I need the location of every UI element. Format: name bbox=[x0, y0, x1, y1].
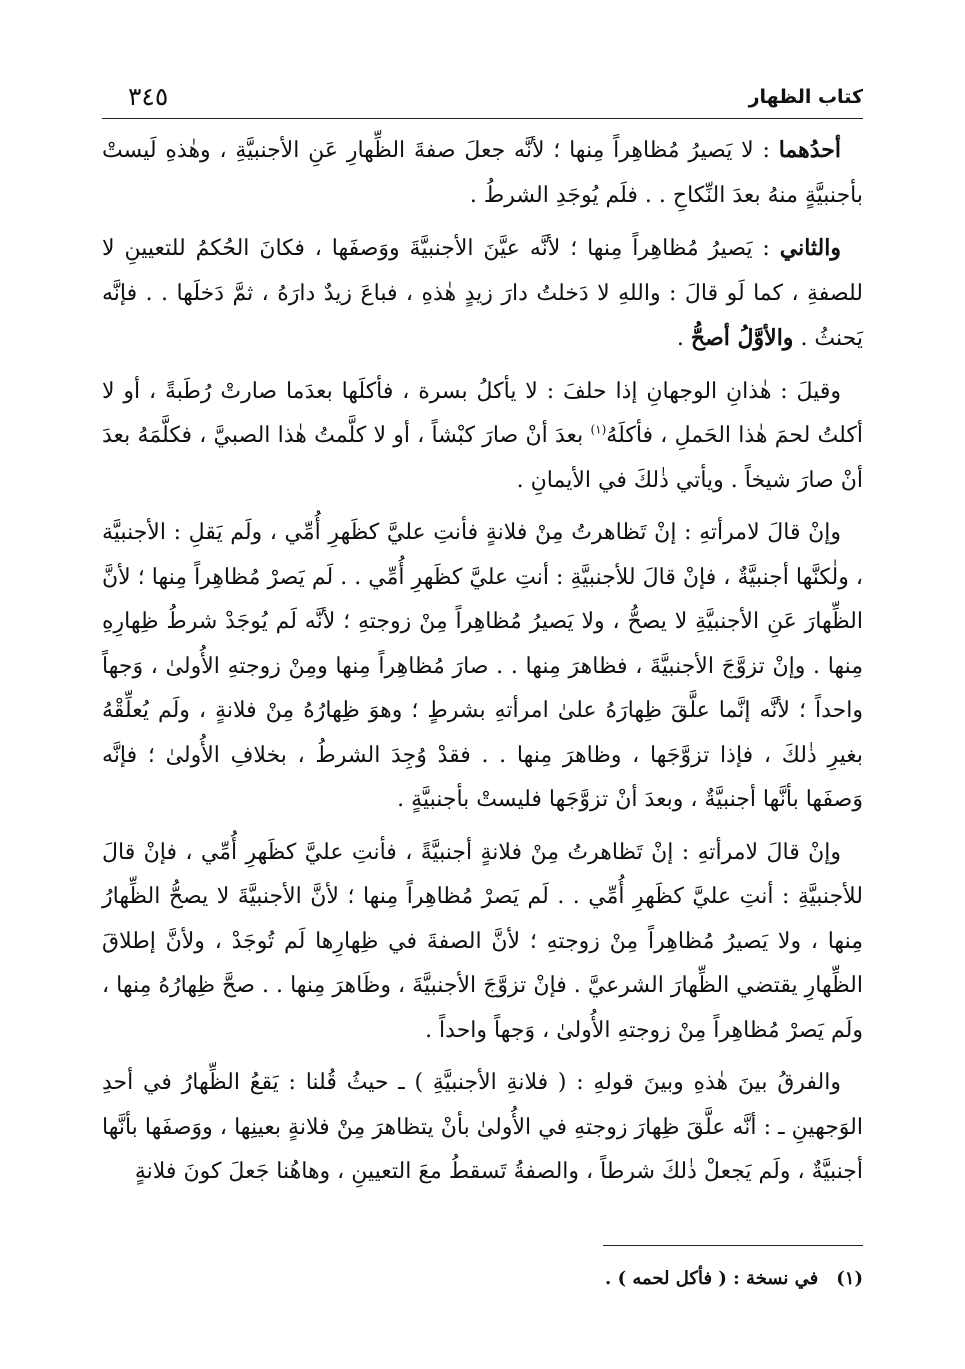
footnote bbox=[102, 1264, 863, 1294]
paragraph-described-foreigner bbox=[102, 831, 863, 1054]
paragraph-text: وقيلَ : هٰذانِ الوجهانِ إذا حلفَ : لا يأكلُ بسرة ، فأكلَها بعدَما صارتْ رُطَبةً ، أو لا أكلتُ لحمَ هٰذا الحَملِ ، فأكلَهُ bbox=[102, 378, 864, 448]
running-header bbox=[102, 78, 863, 119]
paragraph-conditional-zihar bbox=[102, 511, 863, 823]
chapter-title: كتاب الظهار bbox=[748, 86, 863, 108]
paragraph-text: : لا يَصيرُ مُظاهِراً مِنها ؛ لأنَّه جعلَ صفةَ الظِّهارِ عَنِ الأجنبيَّةِ ، وهٰذهِ لَيستْ بأجنبيَّةٍ منهُ بعدَ النِّكاحِ . . فلَم يُوجَدِ الشرطُ . bbox=[102, 138, 863, 208]
footnote-divider bbox=[603, 1245, 863, 1246]
paragraph-text: بعدَ أنْ صارَ كبْشاً ، أو لا كلَّمتُ هٰذا الصبيَّ ، فكلَّمَهُ بعدَ أنْ صارَ شيخاً . ويأتي ذٰلكَ في الأيمانِ . bbox=[102, 423, 863, 493]
paragraph-text: : يَصيرُ مُظاهِراً مِنها ؛ لأنَّه عيَّنَ الأجنبيَّةَ ووَصفَها ، فكانَ الحُكمُ للتعيينِ لا للصفةِ ، كما لَو قالَ : واللهِ لا دَخلتُ دارَ زيدٍ هٰذهِ ، فباعَ زيدٌ دارَهُ ، ثمَّ دَخلَها . . فإنَّه يَحنثُ . bbox=[102, 236, 863, 351]
paragraph-text: وإنْ قالَ لامرأتهِ : إنْ تَظاهرتُ مِنْ فلانةٍ أجنبيَّةً ، فأنتِ عليَّ كظَهرِ أُمِّي ، فإنْ قالَ للأجنبيَّةِ : أنتِ عليَّ كظَهرِ أُمِّي . . لَم يَصرْ مُظاهِراً مِنها ؛ لأنَّ الأجنبيَّةَ لا يصحُّ الظِّهارُ مِنها ، ولا يَصيرُ مُظاهِراً مِنْ زوجتهِ ؛ لأنَّ الصفةَ في ظِهارِها لَم تُوجَدْ ، ولأنَّ إطلاقَ الظِّهارِ يقتضي الظِّهارَ الشرعيَّ . فإنْ تزوَّجَ الأجنبيَّةَ ، وظَاهرَ مِنها . . صحَّ ظِهارُهُ مِنها ، ولَم يَصرْ مُظاهِراً مِنْ زوجتهِ الأُولىٰ ، وَجهاً واحداً . bbox=[102, 839, 863, 1043]
paragraph-first-opinion bbox=[102, 128, 863, 218]
paragraph-lead: والثاني bbox=[779, 235, 841, 261]
preferred-opinion: والأوَّلُ أصحُّ bbox=[690, 325, 794, 351]
footnote-text: في نسخة : ( فأكل لحمه ) . bbox=[605, 1268, 819, 1289]
paragraph-oath-examples bbox=[102, 370, 863, 504]
paragraph-text: وإنْ قالَ لامرأتهِ : إنْ تَظاهرتُ مِنْ فلانةٍ فأنتِ عليَّ كظَهرِ أُمِّي ، ولَم يَقلِ : الأجنبيَّة ، ولٰكنَّها أجنبيَّةٌ ، فإنْ قالَ للأجنبيَّةِ : أنتِ عليَّ كظَهرِ أُمِّي . . لَم يَصرْ مُظاهِراً مِنها ؛ لأنَّ الظِّهارَ عَنِ الأجنبيَّةِ لا يصحُّ ، ولا يَصيرُ مُظاهِراً مِنْ زوجتهِ ؛ لأنَّه لَم يُوجَدْ شرطُ ظِهارِهِ مِنها . وإنْ تزوَّجَ الأجنبيَّةَ ، فظاهرَ مِنها . . صارَ مُظاهِراً مِنها ومِنْ زوجتهِ الأُولىٰ ، وَجهاً واحداً ؛ لأنَّه إنَّما علَّقَ ظِهارَهُ علىٰ امرأتهِ بشرطٍ ؛ وهوَ ظِهارُهُ مِنْ فلانةٍ ، ولَم يُعلِّقْهُ بغيرِ ذٰلكَ ، فإذا تزوَّجَها ، وظاهرَ مِنها . . فقدْ وُجِدَ الشرطُ ، بخلافِ الأُولىٰ ؛ فإنَّه وَصفَها بأنَّها أجنبيَّةٌ ، وبعدَ أنْ تزوَّجَها فليستْ بأجنبيَّةٍ . bbox=[102, 520, 863, 812]
footnote-number: (١) bbox=[836, 1268, 863, 1289]
paragraph-difference bbox=[102, 1061, 863, 1195]
page-number: ٣٤٥ bbox=[128, 82, 169, 111]
footnote-reference[interactable]: (١) bbox=[590, 422, 607, 437]
paragraph-lead: أحدُهما bbox=[778, 137, 841, 163]
paragraph-text: والفرقُ بينَ هٰذهِ وبينَ قولهِ : ( فلانةِ الأجنبيَّةِ ) ـ حيثُ قُلنا : يَقعُ الظِّهارُ في أحدِ الوَجهينِ ـ : أنَّه علَّقَ ظِهارَ زوجتهِ في الأُولىٰ بأنْ يتظاهرَ مِنْ فلانةٍ بعينِها ، ووَصفَها بأنَّها أجنبيَّةٌ ، ولَم يَجعلْ ذٰلكَ شرطاً ، والصفةُ تَسقطُ معَ التعيينِ ، وهاهُنا جَعلَ كونَ فلانةٍ bbox=[102, 1070, 863, 1184]
main-text bbox=[102, 128, 863, 1203]
paragraph-end: . bbox=[676, 326, 691, 351]
paragraph-second-opinion bbox=[102, 226, 863, 362]
